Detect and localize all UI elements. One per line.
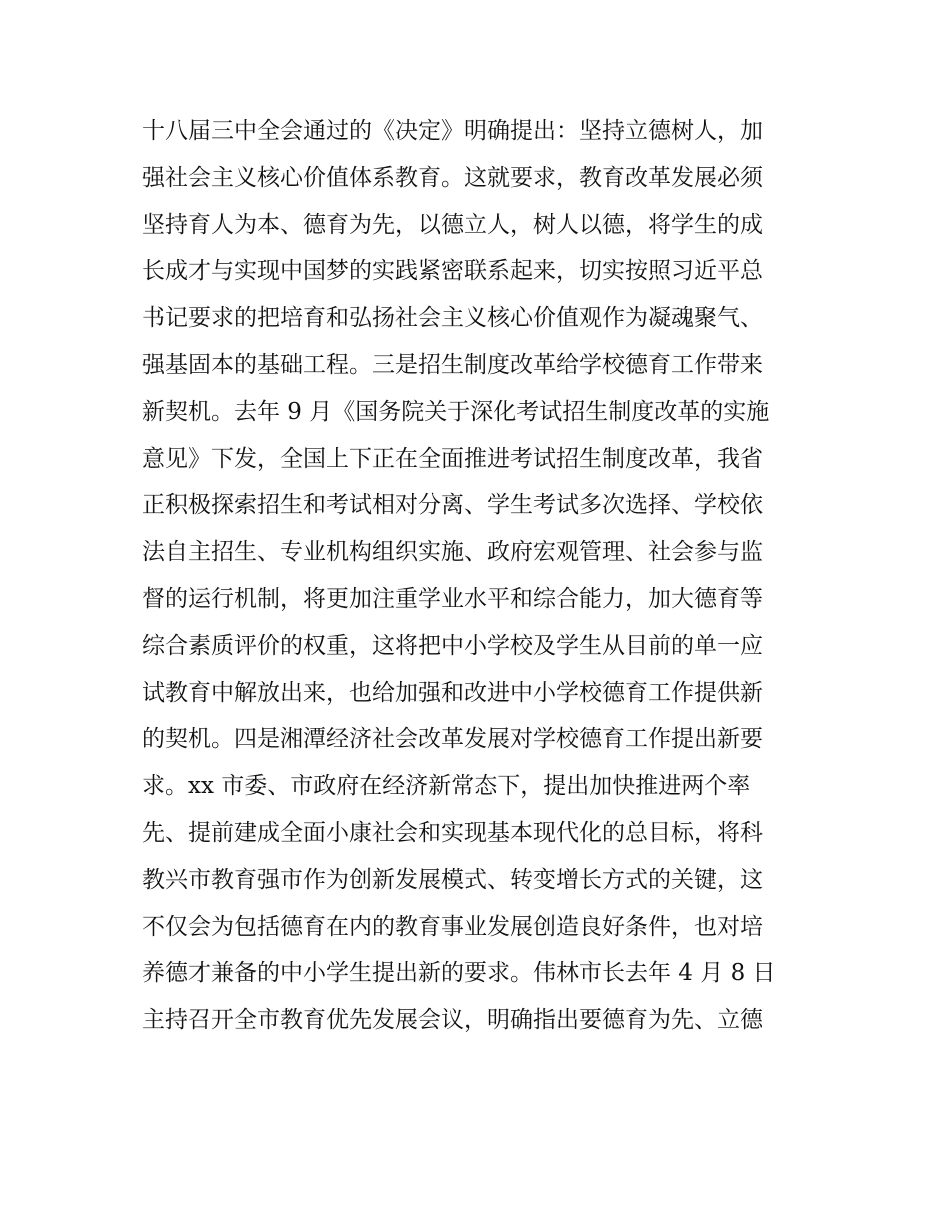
text-line: 试教育中解放出来，也给加强和改进中小学校德育工作提供新 (142, 679, 763, 706)
text-line: 养德才兼备的中小学生提出新的要求。伟林市长去年 4 月 8 日 (142, 960, 776, 987)
text-line: 意见》下发，全国上下正在全面推进考试招生制度改革，我省 (142, 445, 763, 472)
text-line: 十八届三中全会通过的《决定》明确提出：坚持立德树人，加 (142, 118, 763, 144)
text-line: 教兴市教育强市作为创新发展模式、转变增长方式的关键，这 (142, 866, 763, 893)
text-line: 长成才与实现中国梦的实践紧密联系起来，切实按照习近平总 (142, 258, 763, 285)
text-line: 新契机。去年 9 月《国务院关于深化考试招生制度改革的实施 (142, 398, 770, 425)
text-line: 强基固本的基础工程。三是招生制度改革给学校德育工作带来 (142, 351, 763, 378)
text-line: 坚持育人为本、德育为先，以德立人，树人以德，将学生的成 (142, 211, 763, 238)
body-paragraph (142, 108, 822, 1044)
text-line: 正积极探索招生和考试相对分离、学生考试多次选择、学校依 (142, 492, 763, 519)
text-line: 不仅会为包括德育在内的教育事业发展创造良好条件，也对培 (142, 913, 763, 940)
text-line: 综合素质评价的权重，这将把中小学校及学生从目前的单一应 (142, 632, 763, 659)
text-line: 强社会主义核心价值体系教育。这就要求，教育改革发展必须 (142, 164, 763, 191)
text-line: 法自主招生、专业机构组织实施、政府宏观管理、社会参与监 (142, 539, 763, 566)
text-line: 督的运行机制，将更加注重学业水平和综合能力，加大德育等 (142, 585, 763, 612)
text-line: 求。xx 市委、市政府在经济新常态下，提出加快推进两个率 (142, 773, 751, 800)
text-line: 书记要求的把培育和弘扬社会主义核心价值观作为凝魂聚气、 (142, 305, 763, 332)
text-line: 主持召开全市教育优先发展会议，明确指出要德育为先、立德 (142, 1007, 763, 1034)
text-line: 的契机。四是湘潭经济社会改革发展对学校德育工作提出新要 (142, 726, 763, 753)
text-line: 先、提前建成全面小康社会和实现基本现代化的总目标，将科 (142, 819, 763, 846)
